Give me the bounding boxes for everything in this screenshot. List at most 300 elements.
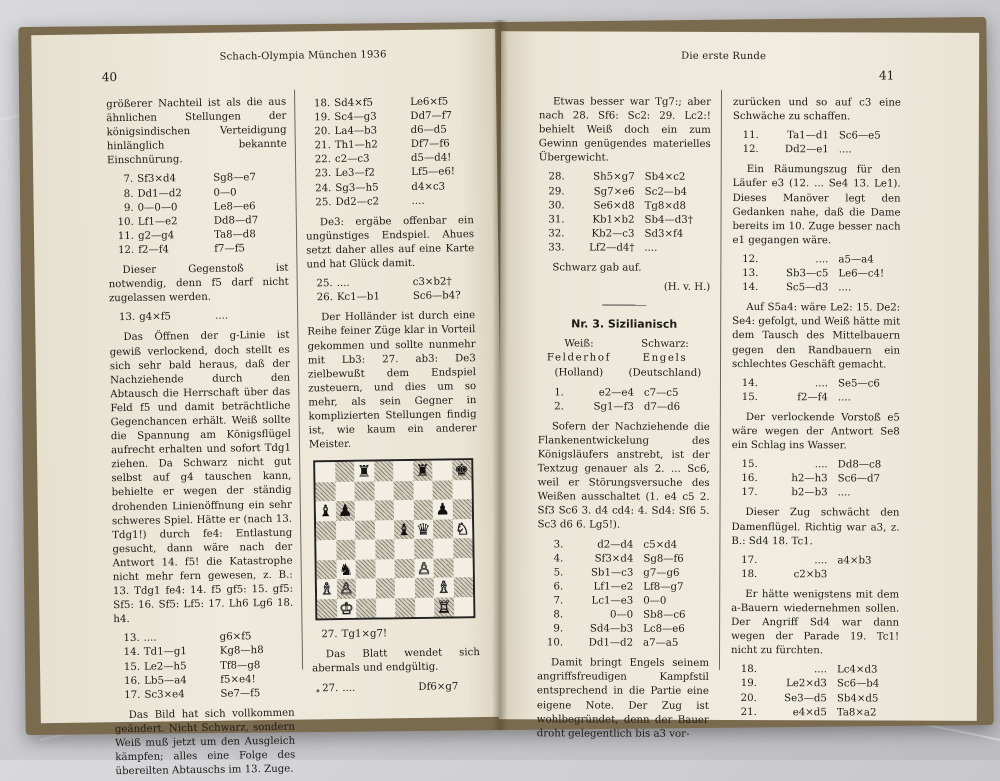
move-number: 1. (554, 386, 564, 398)
black-move: d7—d6 (643, 401, 681, 413)
white-move: h2—h3 (791, 473, 828, 485)
black-country: (Deutschland) (628, 367, 702, 379)
move-number: 2. (554, 401, 564, 413)
white-move: Sg3—h5 (335, 182, 379, 194)
white-country: (Holland) (554, 366, 604, 379)
move-number: 17. (741, 554, 758, 566)
move-number: 19. (314, 112, 331, 124)
left-page (31, 29, 505, 778)
move-row (733, 129, 901, 144)
white-move: Kb1×b2 (592, 214, 635, 226)
move-number: 32. (548, 228, 565, 240)
white-move: Le3—f2 (335, 167, 375, 180)
move-number: 13. (742, 268, 759, 280)
black-move: Df6×g7 (418, 680, 459, 693)
black-move: Tg8×d8 (644, 200, 686, 212)
board-square (336, 560, 356, 580)
black-move: 0—0 (643, 595, 667, 607)
move-number: 33. (548, 242, 565, 254)
black-move: Ta8—d8 (213, 229, 256, 241)
board-square (394, 520, 414, 540)
black-move: Lc4×d3 (836, 664, 878, 676)
board-square (434, 578, 454, 598)
annotation: De3: ergäbe offenbar ein ungünstiges Endspiel. Ahues setzt daher alles auf eine Karte und hat Glück damit. (305, 214, 475, 271)
move-row (114, 686, 294, 703)
black-move: g7—g6 (643, 567, 680, 579)
white-move: Dd1—d2 (137, 187, 182, 200)
black-move: d4×c3 (411, 181, 446, 193)
separator (602, 305, 646, 306)
move-row (537, 566, 709, 581)
black-move: c7—c5 (643, 387, 679, 399)
board-square (434, 558, 454, 578)
move-number: 23. (314, 168, 332, 180)
column-rule (719, 90, 722, 670)
white-move: Kc1—b1 (336, 291, 380, 304)
board-square (452, 480, 472, 500)
move-number: 4. (553, 552, 564, 565)
move-number: 15. (741, 459, 758, 471)
result-line: Schwarz gab auf. (552, 262, 642, 274)
board-square (317, 560, 337, 580)
move-number: 9. (553, 623, 564, 635)
board-square (317, 599, 337, 619)
right-column-1 (536, 95, 711, 740)
move-number: 29. (548, 185, 565, 197)
move-number: 17. (124, 689, 141, 701)
move-number: 31. (548, 214, 565, 226)
board-square (356, 579, 376, 599)
annotation: Das Bild hat sich vollkommen geändert. Nicht Schwarz, sondern Weiß muß jetzt um den Ausgleich kämpfen; alles eine Folge des übereilten Abtauschs im 13. Zuge. (114, 707, 296, 778)
black-move: Sc2—b4 (644, 186, 688, 198)
white-move: c2×b3 (793, 569, 828, 581)
move-row (732, 253, 900, 268)
move-list (731, 554, 899, 583)
black-label: Schwarz: (641, 338, 689, 351)
annotation: zurücken und so auf c3 eine Schwäche zu schaffen. (732, 96, 901, 123)
white-move: Se3—d5 (784, 692, 827, 704)
black-move: .... (837, 392, 851, 404)
move-number: 27. (321, 629, 338, 641)
players (538, 338, 710, 381)
board-square (335, 462, 355, 482)
white-move: .... (814, 377, 828, 389)
move-row (537, 538, 709, 553)
board-square (376, 598, 396, 618)
board-square (453, 577, 473, 597)
right-page (499, 31, 979, 740)
white-move: Lf1—e2 (593, 581, 634, 593)
move-list (312, 626, 480, 642)
board-square (393, 461, 413, 481)
black-move: .... (838, 144, 852, 156)
move-number: 16. (741, 473, 758, 485)
move-row (731, 692, 899, 707)
move-number: 18. (740, 664, 757, 676)
move-list (538, 171, 710, 256)
move-list (732, 458, 900, 501)
board-square (433, 500, 453, 520)
chess-piece-icon: ♗ (319, 579, 335, 599)
white-move: Dd2—c2 (335, 196, 380, 208)
chess-piece-icon: ♝ (318, 501, 333, 521)
black-move: Sc6—b4 (836, 678, 880, 690)
board-square (394, 500, 414, 520)
white-move: Kb2—c3 (591, 228, 635, 240)
game-title: Nr. 3. Sizilianisch (571, 317, 678, 332)
move-row (732, 458, 900, 473)
move-list (537, 538, 709, 651)
board-square (374, 481, 394, 501)
board-square (414, 539, 434, 559)
move-row (537, 636, 709, 651)
white-move: b2—b3 (791, 487, 828, 499)
white-move: Dd2—e1 (784, 144, 829, 156)
black-move: f5×e4! (220, 673, 256, 686)
move-number: 16. (123, 675, 141, 687)
move-number: 12. (742, 253, 759, 266)
board-square (395, 598, 415, 618)
page-mark (316, 689, 319, 692)
white-move: Lc1—e3 (591, 595, 634, 607)
white-move: Le2—h5 (143, 660, 187, 673)
board-square (336, 521, 356, 541)
board-square (434, 597, 454, 617)
black-move: Le6×f5 (410, 96, 449, 108)
book-gutter (492, 20, 508, 730)
annotation: Dieser Zug schwächt den Damenflügel. Richtig war a3, z. B.: Sd4 18. Tc1. (731, 507, 900, 547)
move-number: 14. (741, 377, 758, 389)
move-number: 12. (117, 244, 135, 257)
move-number: 10. (117, 216, 134, 228)
board-square (395, 559, 415, 579)
move-row (304, 109, 472, 125)
board-square (355, 540, 375, 560)
black-move: 0—0 (213, 186, 237, 199)
board-square (315, 462, 335, 482)
black-move: Sc6—d7 (837, 473, 881, 485)
move-list (107, 171, 288, 258)
black-move: Dd8—c8 (837, 459, 882, 471)
left-column-1 (106, 96, 296, 778)
white-move: g2—g4 (137, 230, 175, 242)
annotation: Das Blatt wendet sich abermals und endgültig. (312, 647, 480, 675)
white-move: f2—f4 (138, 244, 170, 256)
move-number: 24. (315, 182, 332, 194)
black-move: a7—a5 (643, 637, 679, 649)
move-row (305, 166, 473, 182)
black-move: .... (411, 195, 425, 207)
white-move: Tg1×g7! (341, 628, 388, 641)
white-move: f2—f4 (797, 391, 828, 404)
black-move: Lc8—e6 (643, 623, 685, 635)
board-square (453, 538, 473, 558)
board-square (413, 500, 433, 520)
move-number: 21. (314, 140, 331, 152)
move-row (539, 213, 711, 228)
chess-diagram (313, 458, 475, 620)
white-move: Sf3×d4 (137, 173, 177, 186)
move-row (731, 677, 899, 692)
board-square (453, 519, 473, 539)
chess-piece-icon: ♘ (455, 518, 470, 538)
move-row (731, 554, 899, 569)
white-move: La4—b3 (334, 125, 378, 138)
black-move: c3×b2† (412, 276, 452, 289)
black-move: Sb4×c2 (644, 172, 686, 184)
right-column-2 (731, 96, 901, 719)
chess-piece-icon: ♖ (436, 596, 452, 617)
board-square (414, 519, 434, 539)
white-move: Lf2—d4† (589, 242, 635, 254)
move-row (538, 241, 710, 256)
board-square (415, 597, 435, 617)
move-row (731, 706, 899, 721)
white-move: Sh5×g7 (593, 171, 635, 184)
black-move: Le6—c4! (838, 268, 885, 280)
white-move: Sf3×d4 (594, 553, 634, 565)
black-move: Sg8—f6 (643, 553, 684, 565)
move-number: 11. (742, 130, 759, 142)
white-move: .... (814, 554, 828, 567)
move-row (312, 680, 480, 696)
column-rule (294, 90, 303, 670)
chess-piece-icon: ♝ (396, 519, 412, 539)
white-move: 0—0—0 (137, 201, 178, 214)
white-move: e2—e4 (598, 387, 634, 399)
move-number: 9. (123, 202, 134, 214)
move-list (732, 253, 900, 296)
white-move: Le2×d3 (786, 678, 827, 690)
running-head: Schach-Olympia München 1936 (219, 49, 387, 63)
move-row (731, 663, 899, 678)
chess-piece-icon: ♜ (415, 460, 430, 480)
white-move: Sc3×e4 (144, 688, 185, 701)
white-move: e4×d5 (792, 706, 827, 718)
board-square (452, 499, 472, 519)
board-square (336, 579, 356, 599)
board-square (433, 539, 453, 559)
chess-piece-icon: ♔ (339, 598, 354, 618)
annotation: Der verlockende Vorstoß e5 wäre wegen der Antwort Se8 ein Schlag ins Wasser. (731, 411, 900, 452)
move-list (312, 680, 480, 696)
move-number: 25. (315, 196, 332, 208)
white-label: Weiß: (564, 338, 594, 350)
annotation: Das Öffnen der g-Linie ist gewiß verlockend, doch stellt es sich sehr bald heraus, daß der Nachziehende durch den Abtausch die Herrschaft über das Feld f5 und damit beträchtliche Gegenchancen erhält. Weiß sollte die Spannung am Königsflügel aufrecht erhalten und sofort Tdg1 ziehen. Da Schwarz nicht gut selbst auf g4 tauschen kann, behielte er wegen der ständig drohenden Linienöffnung ein sehr schweres Spiel. Hätte er (nach 13. Tdg1!) durch fe4: Entlastung gesucht, dann wäre nach der Antwort 14. f5! die Katastrophe nicht mehr fern gewesen, z. B.: 13. Tdg1 fe4: 14. f5 gf5: 15. gf5: Sf5: 16. Sf5: Lf5: 17. Lh6 Lg6 18. h4. (109, 330, 294, 626)
move-number: 26. (316, 292, 333, 304)
chess-piece-icon: ♗ (436, 577, 452, 597)
black-move: Dd7—f7 (410, 110, 453, 123)
page-number: 41 (879, 68, 895, 83)
board-square (374, 501, 394, 521)
move-number: 18. (741, 568, 758, 580)
move-number: 15. (123, 661, 141, 673)
white-move: Dd1—d2 (588, 637, 634, 649)
black-move: g6×f5 (219, 631, 252, 644)
black-move: d5—d4! (410, 152, 452, 165)
black-move: .... (215, 310, 229, 323)
move-row (539, 171, 711, 186)
white-move: .... (342, 682, 356, 694)
move-row (539, 185, 711, 200)
board-square (374, 462, 394, 482)
black-player-block (628, 338, 701, 381)
black-move (408, 626, 480, 641)
move-row (732, 267, 900, 282)
board-square (453, 558, 473, 578)
move-row (539, 199, 711, 214)
board-square (432, 480, 452, 500)
move-number: 27. (322, 682, 339, 694)
black-move: a5—a4 (838, 254, 874, 266)
move-list (731, 663, 899, 720)
move-list (307, 275, 475, 306)
board-square (393, 481, 413, 501)
move-row (537, 580, 709, 595)
board-square (432, 461, 452, 481)
annotation: Etwas besser war Tg7:; aber nach 28. Sf6: Sc2: 29. Lc2:! behielt Weiß doch ein zum Gewinn genügendes materielles Übergewicht. (538, 96, 711, 164)
white-move: Lb5—a4 (144, 674, 187, 687)
move-row (109, 309, 289, 326)
move-row (732, 472, 900, 487)
annotation: Ein Räumungszug für den Läufer e3 (12. ... Se4 13. Le1). Dieses Manöver legt den Gedanken nahe, daß die Dame bereits im 10. Zuge besser nach e1 gegangen wäre. (732, 164, 901, 247)
white-move: .... (814, 459, 828, 471)
move-number: 6. (553, 581, 564, 593)
board-square (433, 519, 453, 539)
annotation: Er hätte wenigstens mit dem a-Bauern wiedernehmen sollen. Der Angriff Sd4 war dann wegen der Parade 19. Tc1! nicht zu fürchten. (731, 588, 900, 657)
white-move: .... (143, 632, 157, 645)
black-move: Sd3×f4 (644, 228, 684, 240)
move-row (733, 143, 901, 158)
white-move: Ta1—d1 (787, 130, 829, 142)
black-move: a4×b3 (837, 555, 872, 567)
board-square (452, 460, 472, 480)
move-number: 11. (117, 230, 135, 242)
board-square (315, 482, 335, 502)
white-move: Sg7×e6 (593, 186, 635, 198)
black-move: Ta8×a2 (836, 706, 877, 719)
white-move: Sc4—g3 (334, 111, 377, 124)
board-square (337, 599, 357, 619)
move-row (732, 281, 900, 296)
black-move (827, 568, 899, 582)
move-number: 13. (123, 633, 140, 645)
black-move: Lf5—e6! (411, 166, 456, 179)
black-move: Se7—f5 (220, 687, 261, 700)
move-number: 30. (548, 199, 565, 212)
annotation: Sofern der Nachziehende die Flankenentwickelung des Königsläufers anstrebt, ist der Textzug genauer als 2. ... Sc6, weil er Störungsversuche des Weißen ausschaltet (1. e4 c5 2. Sf3 Sc6 3. d4 cd4: 4. Sd4: Sf6 5. Sc3 d6 6. Lg5!). (537, 421, 710, 532)
annotation: Auf S5a4: wäre Le2: 15. De2: Se4: gefolgt, und Weiß hätte mit dem Tausch des Mittelbauern gegen den Randbauern ein schlechtes Geschäft gemacht. (732, 302, 901, 371)
move-number: 12. (742, 144, 759, 156)
black-move: d6—d5 (410, 124, 447, 137)
move-number: 10. (546, 637, 564, 649)
white-move: g4×f5 (139, 311, 172, 324)
black-move: Kg8—h8 (219, 645, 264, 658)
move-number: 22. (314, 154, 332, 166)
black-move: Tf8—g8 (219, 659, 261, 672)
white-move: Sd4—b3 (589, 623, 634, 635)
white-move: .... (813, 664, 827, 676)
move-number: 17. (741, 487, 758, 499)
white-move: c2—c3 (334, 153, 370, 166)
white-move: d2—d4 (597, 539, 634, 551)
board-square (356, 598, 376, 618)
move-list (114, 630, 295, 703)
move-list (109, 309, 289, 326)
chess-piece-icon: ♙ (416, 558, 432, 578)
white-move: Sd4×f5 (334, 97, 374, 110)
move-row (305, 194, 473, 210)
white-move: Sb1—c3 (590, 567, 634, 579)
chess-piece-icon: ♟ (435, 499, 450, 519)
move-row (538, 400, 710, 415)
move-number: 13. (118, 312, 136, 324)
move-number: 15. (741, 391, 758, 403)
move-number: 25. (316, 278, 333, 290)
white-move: 0—0 (609, 609, 634, 621)
board-square (454, 597, 474, 617)
black-move: Sb4—d3† (644, 214, 693, 226)
move-number: 20. (314, 126, 331, 138)
white-move: Lf1—e2 (137, 215, 178, 228)
move-row (731, 568, 899, 583)
annotation: Damit bringt Engels seinem angriffsfreudigen Kampfstil entsprechend in die Partie eine eigene Note. Der Zug ist wohlbegründet, denn der Bauer droht gelegentlich bis a3 vor- (536, 657, 710, 740)
running-head: Die erste Runde (681, 50, 767, 63)
board-square (316, 540, 336, 560)
move-row (732, 377, 900, 392)
black-move: Sb8—c6 (643, 609, 686, 621)
move-number: 19. (740, 678, 757, 690)
move-number: 8. (553, 609, 564, 621)
white-move: Se6×d8 (593, 200, 635, 212)
move-number: 3. (553, 538, 564, 550)
board-square (356, 559, 376, 579)
move-number: 5. (553, 567, 564, 579)
black-move: .... (837, 487, 851, 499)
black-move: Sg8—e7 (213, 172, 257, 185)
black-move: Sc6—b4? (412, 290, 461, 303)
black-move: Dd8—d7 (213, 214, 259, 227)
white-move: Sg1—f3 (593, 401, 634, 413)
black-move: Sc6—e5 (838, 130, 881, 142)
board-square (414, 558, 434, 578)
chess-piece-icon: ♞ (338, 559, 354, 579)
board-square (335, 501, 355, 521)
black-move: Df7—f6 (410, 138, 450, 151)
chess-piece-icon: ♟ (337, 500, 353, 521)
black-move: Le8—e6 (213, 200, 256, 213)
board-square (394, 539, 414, 559)
black-move: Se5—c6 (837, 378, 880, 390)
board-square (316, 521, 336, 541)
annotation: Der Holländer ist durch eine Reihe feiner Züge klar in Vorteil gekommen und sollte nunmehr mit Lb3: 27. ab3: De3 zielbewußt dem Endspiel zusteuern, und dies um so mehr, als sein Gegner in komplizierten Stellungen findig ist, wie kaum ein anderer Meister. (307, 310, 477, 451)
chess-piece-icon: ♜ (356, 461, 372, 481)
move-list (733, 129, 901, 158)
board-square (355, 501, 375, 521)
black-move: Sb4×d5 (836, 692, 879, 705)
board-square (355, 520, 375, 540)
black-move: .... (838, 282, 852, 294)
move-list (732, 377, 900, 406)
white-move: .... (336, 277, 350, 290)
chess-piece-icon: ♙ (338, 578, 354, 599)
move-list (304, 95, 474, 210)
black-move: c5×d4 (643, 539, 678, 551)
black-player: Engels (642, 353, 688, 365)
board-square (375, 540, 395, 560)
move-number: 18. (313, 98, 331, 110)
move-number: 20. (740, 692, 757, 704)
